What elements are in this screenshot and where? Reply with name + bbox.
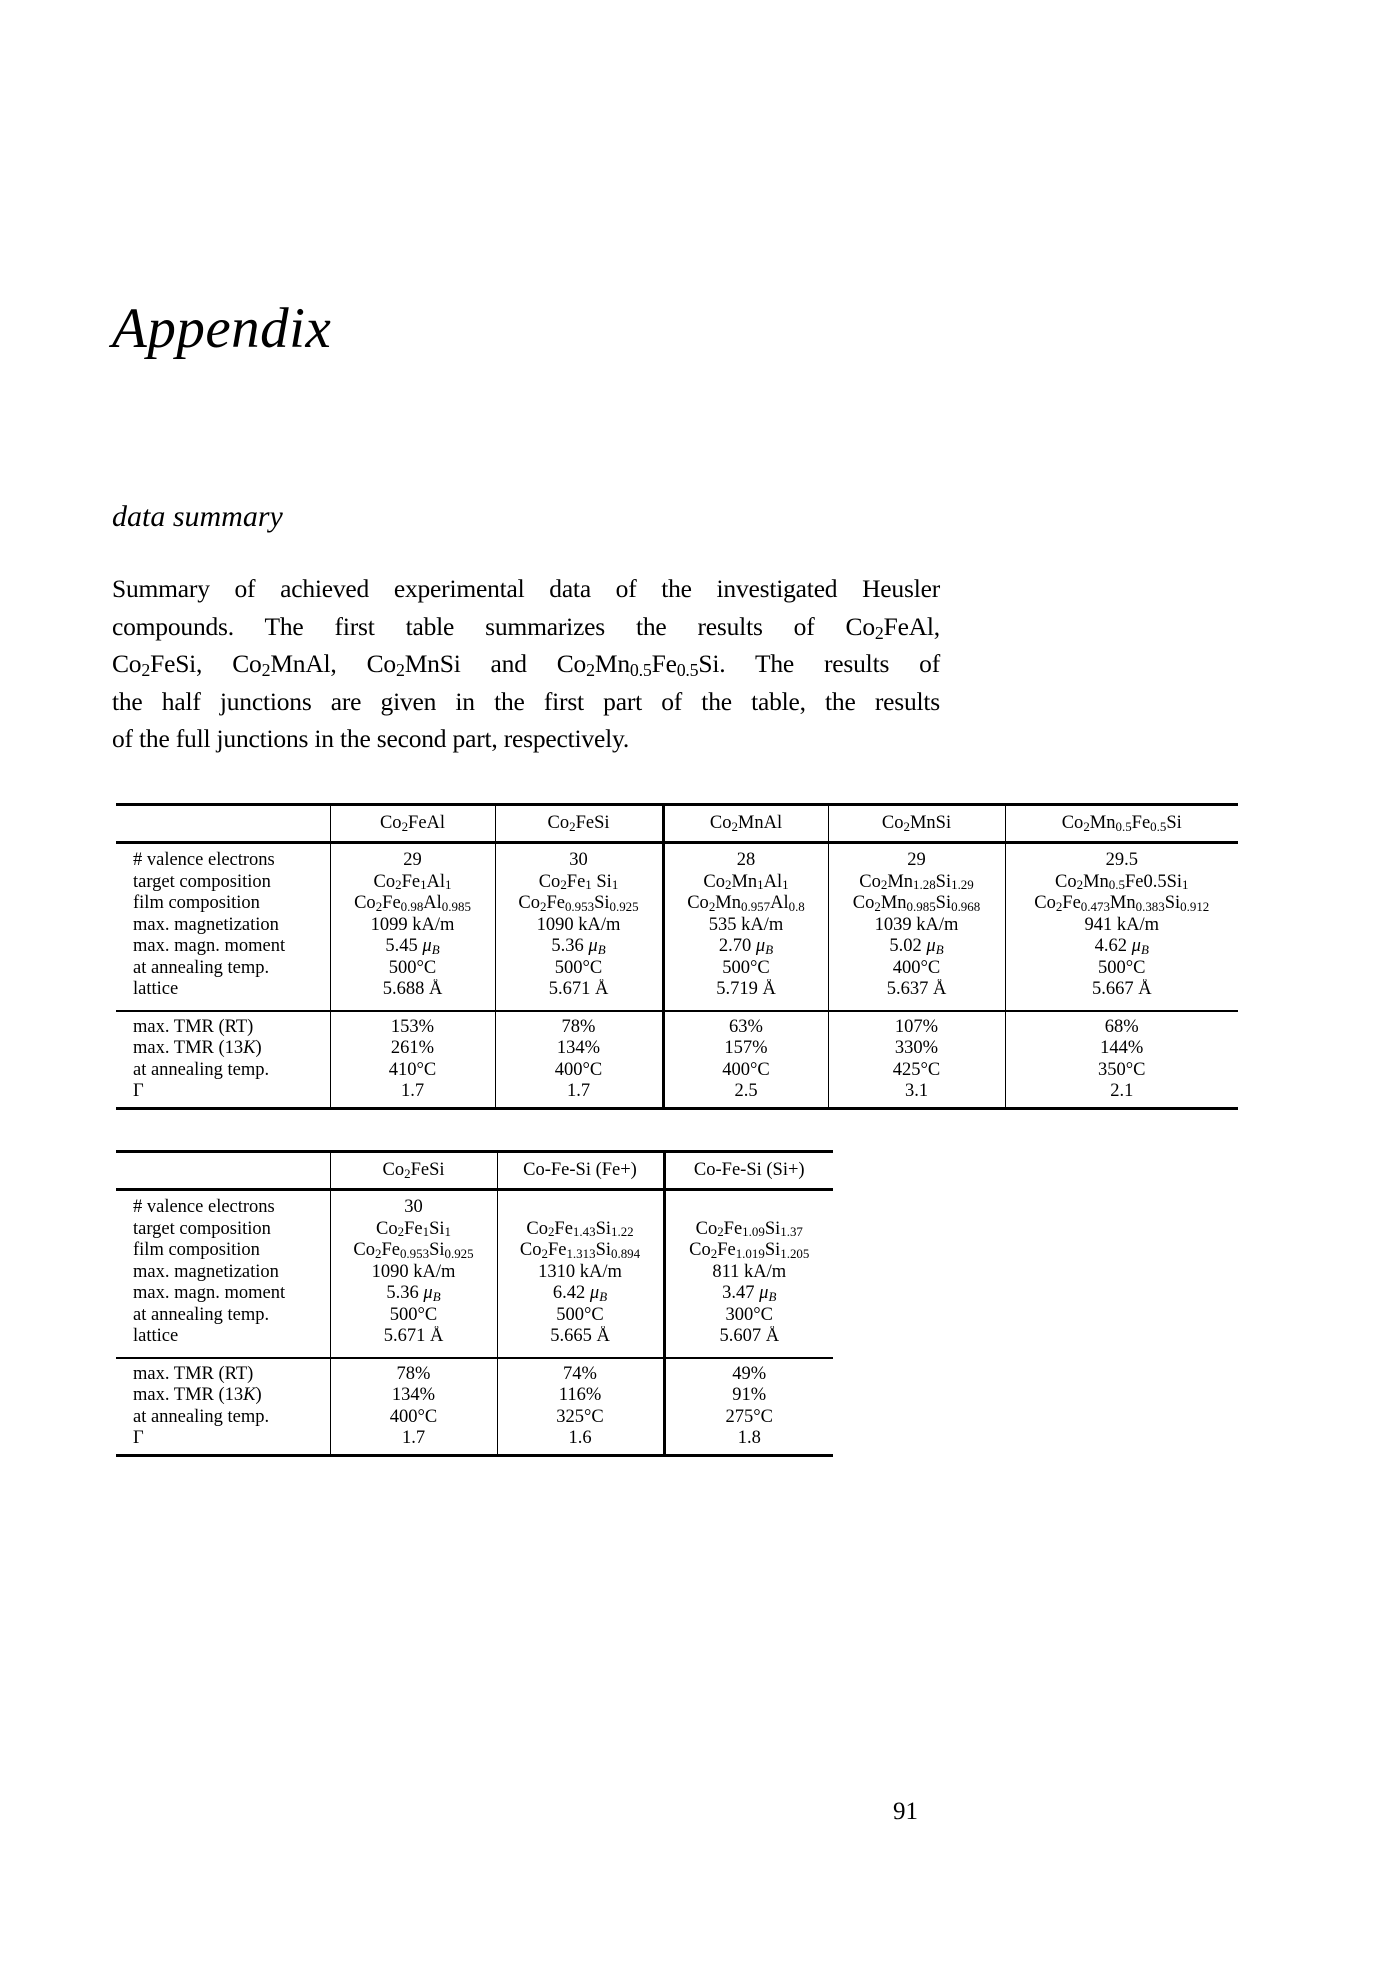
table-cell: 144%: [1005, 1038, 1238, 1060]
table-cell: 500°C: [330, 1305, 497, 1327]
table-row: [116, 1060, 1238, 1082]
table-row: [116, 843, 1238, 872]
column-header: Co-Fe-Si (Si+): [664, 1152, 833, 1190]
table-cell: $Co_2Fe_1Al_1$: [330, 872, 495, 894]
table-section-tmr-results: [116, 1011, 1238, 1109]
column-header: $Co_2Mn_{0.5}Fe_{0.5}Si$: [1005, 805, 1238, 843]
row-label: max. magn. moment: [133, 936, 286, 956]
table-row: [116, 1358, 833, 1386]
cofesi-variants-summary-table: [116, 1150, 833, 1457]
column-header: $Co_2MnAl$: [663, 805, 828, 843]
table-cell: 1039 kA/m: [828, 915, 1005, 937]
row-label: at annealing temp.: [133, 1304, 270, 1325]
column-header: $Co_2MnSi$: [828, 805, 1005, 843]
table-cell: 1.6: [497, 1428, 664, 1455]
table-cell: 325°C: [497, 1407, 664, 1429]
table-cell: $Co_2Mn_{0.5}Fe0.5Si_1$: [1005, 872, 1238, 894]
section-heading: data summary: [112, 500, 283, 533]
table-cell: 1090 kA/m: [495, 915, 663, 937]
column-header: Co-Fe-Si (Fe+): [497, 1152, 664, 1190]
row-label: film composition: [133, 893, 260, 913]
table-row: [116, 1326, 833, 1358]
table-cell: 29: [330, 843, 495, 872]
intro-line: $Co_2FeSi$, $Co_2MnAl$, $Co_2MnSi$ and $Co_2Mn_{0.5}Fe_{0.5}Si$. The results of: [112, 649, 940, 681]
chapter-title: Appendix: [112, 297, 332, 360]
table-cell: [664, 1190, 833, 1219]
table-cell: 1.7: [330, 1081, 495, 1108]
table-cell: 116%: [497, 1385, 664, 1407]
table-cell: 107%: [828, 1011, 1005, 1039]
table-cell: 1.8: [664, 1428, 833, 1455]
column-header: $Co_2FeAl$: [330, 805, 495, 843]
table-cell: 157%: [663, 1038, 828, 1060]
table-cell: 410°C: [330, 1060, 495, 1082]
table-row: [116, 1428, 833, 1455]
table-cell: 78%: [330, 1358, 497, 1386]
table-row: [116, 936, 1238, 958]
table-row: [116, 1011, 1238, 1039]
table-row: [116, 1190, 833, 1219]
table-cell: 2.70 $\mu_B$: [663, 936, 828, 958]
table-cell: 275°C: [664, 1407, 833, 1429]
table-row: [116, 1305, 833, 1327]
table-cell: 5.667 Å: [1005, 979, 1238, 1011]
table-cell: 30: [495, 843, 663, 872]
table-cell: 4.62 $\mu_B$: [1005, 936, 1238, 958]
table-cell: 400°C: [663, 1060, 828, 1082]
table-row: [116, 1219, 833, 1241]
table-row: [116, 958, 1238, 980]
table-cell: 500°C: [330, 958, 495, 980]
table-cell: 74%: [497, 1358, 664, 1386]
table-cell: [497, 1190, 664, 1219]
row-label: at annealing temp.: [133, 1406, 270, 1427]
table-cell: 134%: [495, 1038, 663, 1060]
row-label: max. TMR (RT): [133, 1016, 254, 1037]
table-cell: 5.02 $\mu_B$: [828, 936, 1005, 958]
row-label: max. magn. moment: [133, 1283, 286, 1303]
table-cell: 1.7: [330, 1428, 497, 1455]
table-cell: 91%: [664, 1385, 833, 1407]
table-header-row: [116, 805, 1238, 843]
table-cell: 811 kA/m: [664, 1262, 833, 1284]
row-label: max. TMR (RT): [133, 1363, 254, 1384]
intro-paragraph: [112, 570, 940, 758]
table-row: [116, 915, 1238, 937]
table-cell: $Co_2Fe_{1.09}Si_{1.37}$: [664, 1219, 833, 1241]
row-label: at annealing temp.: [133, 1059, 270, 1080]
table-row: [116, 1407, 833, 1429]
table-cell: 2.1: [1005, 1081, 1238, 1108]
table-cell: 1310 kA/m: [497, 1262, 664, 1284]
column-header: $Co_2FeSi$: [330, 1152, 497, 1190]
row-label: max. TMR (13K): [133, 1385, 262, 1405]
table-cell: 1090 kA/m: [330, 1262, 497, 1284]
row-label: # valence electrons: [133, 1197, 275, 1217]
row-label: at annealing temp.: [133, 957, 270, 978]
row-label: # valence electrons: [133, 850, 275, 870]
table-corner-cell: [116, 805, 330, 843]
table-cell: 153%: [330, 1011, 495, 1039]
table-row: [116, 893, 1238, 915]
row-label: max. TMR (13K): [133, 1038, 262, 1058]
table-cell: 6.42 $\mu_B$: [497, 1283, 664, 1305]
intro-line: of the full junctions in the second part, respectively.: [112, 724, 630, 754]
heusler-compounds-summary-table: [116, 803, 1238, 1110]
intro-line: Summary of achieved experimental data of the investigated Heusler: [112, 574, 940, 603]
table-cell: 134%: [330, 1385, 497, 1407]
table-row: [116, 1385, 833, 1407]
table-cell: 5.36 $\mu_B$: [330, 1283, 497, 1305]
table-cell: $Co_2Fe_1Si_1$: [330, 1219, 497, 1241]
table-cell: $Co_2Fe_{0.953}Si_{0.925}$: [495, 893, 663, 915]
table-cell: 5.688 Å: [330, 979, 495, 1011]
table-cell: 535 kA/m: [663, 915, 828, 937]
table-cell: $Co_2Fe_1$ $Si_1$: [495, 872, 663, 894]
intro-line: the half junctions are given in the first part of the table, the results: [112, 686, 940, 716]
table-cell: $Co_2Fe_{1.313}Si_{0.894}$: [497, 1240, 664, 1262]
table-cell: 28: [663, 843, 828, 872]
table-cell: 5.719 Å: [663, 979, 828, 1011]
table-cell: $Co_2Fe_{0.98}Al_{0.985}$: [330, 893, 495, 915]
table-cell: $Co_2Fe_{1.43}Si_{1.22}$: [497, 1219, 664, 1241]
table-cell: 500°C: [495, 958, 663, 980]
row-label: lattice: [133, 979, 179, 999]
table-header-row: [116, 1152, 833, 1190]
table-section-film-properties: [116, 843, 1238, 1011]
table-cell: 5.36 $\mu_B$: [495, 936, 663, 958]
column-header: $Co_2FeSi$: [495, 805, 663, 843]
table-cell: 5.45 $\mu_B$: [330, 936, 495, 958]
table-cell: $Co_2Fe_{1.019}Si_{1.205}$: [664, 1240, 833, 1262]
row-label: lattice: [133, 1326, 179, 1346]
table-cell: 500°C: [497, 1305, 664, 1327]
table-cell: 49%: [664, 1358, 833, 1386]
table-cell: 350°C: [1005, 1060, 1238, 1082]
table-row: [116, 1240, 833, 1262]
table-row: [116, 1081, 1238, 1108]
row-label: Γ: [133, 1081, 144, 1101]
table-section-tmr-results: [116, 1358, 833, 1456]
table-cell: 68%: [1005, 1011, 1238, 1039]
row-label: target composition: [133, 871, 271, 892]
table-cell: 3.1: [828, 1081, 1005, 1108]
table-row: [116, 872, 1238, 894]
table-cell: 30: [330, 1190, 497, 1219]
table-corner-cell: [116, 1152, 330, 1190]
table-cell: 63%: [663, 1011, 828, 1039]
table-cell: $Co_2Mn_1Al_1$: [663, 872, 828, 894]
table-cell: 5.665 Å: [497, 1326, 664, 1358]
table-cell: $Co_2Mn_{0.985}Si_{0.968}$: [828, 893, 1005, 915]
row-label: target composition: [133, 1218, 271, 1239]
table-cell: 300°C: [664, 1305, 833, 1327]
row-label: max. magnetization: [133, 1261, 279, 1282]
table-cell: 29.5: [1005, 843, 1238, 872]
table-cell: 425°C: [828, 1060, 1005, 1082]
table-cell: 261%: [330, 1038, 495, 1060]
table-row: [116, 1283, 833, 1305]
table-cell: $Co_2Fe_{0.473}Mn_{0.383}Si_{0.912}$: [1005, 893, 1238, 915]
table-cell: 1099 kA/m: [330, 915, 495, 937]
table-cell: 3.47 $\mu_B$: [664, 1283, 833, 1305]
table-cell: 500°C: [1005, 958, 1238, 980]
page-number: 91: [893, 1798, 918, 1825]
table-cell: 5.637 Å: [828, 979, 1005, 1011]
row-label: Γ: [133, 1428, 144, 1448]
table-cell: $Co_2Fe_{0.953}Si_{0.925}$: [330, 1240, 497, 1262]
table-cell: $Co_2Mn_{0.957}Al_{0.8}$: [663, 893, 828, 915]
table-cell: 941 kA/m: [1005, 915, 1238, 937]
table-cell: 2.5: [663, 1081, 828, 1108]
table-cell: 1.7: [495, 1081, 663, 1108]
row-label: max. magnetization: [133, 914, 279, 935]
table-cell: 29: [828, 843, 1005, 872]
table-section-film-properties: [116, 1190, 833, 1358]
table-cell: 5.607 Å: [664, 1326, 833, 1358]
table-cell: 400°C: [495, 1060, 663, 1082]
table-cell: 5.671 Å: [495, 979, 663, 1011]
table-row: [116, 1038, 1238, 1060]
table-row: [116, 1262, 833, 1284]
intro-line: compounds. The first table summarizes the results of $Co_2FeAl$,: [112, 611, 940, 643]
table-row: [116, 979, 1238, 1011]
table-cell: $Co_2Mn_{1.28}Si_{1.29}$: [828, 872, 1005, 894]
table-cell: 400°C: [828, 958, 1005, 980]
row-label: film composition: [133, 1240, 260, 1260]
table-cell: 5.671 Å: [330, 1326, 497, 1358]
table-cell: 400°C: [330, 1407, 497, 1429]
table-cell: 500°C: [663, 958, 828, 980]
table-cell: 78%: [495, 1011, 663, 1039]
table-cell: 330%: [828, 1038, 1005, 1060]
